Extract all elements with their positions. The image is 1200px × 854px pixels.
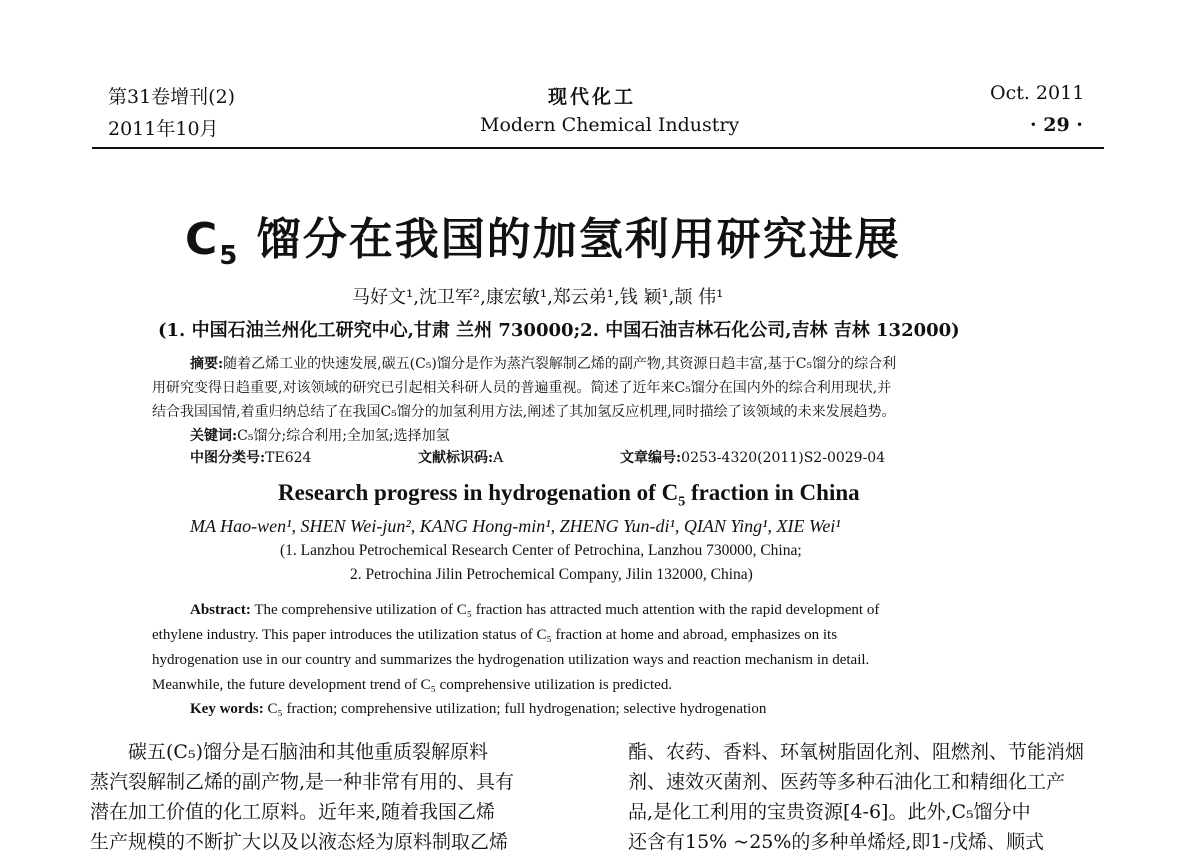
header-rule (92, 147, 1104, 149)
keywords-en-text: C₅ fraction; comprehensive utilization; full hydrogenation; selective hydrogenation (267, 701, 767, 717)
title-en-after: fraction in China (685, 480, 860, 505)
title-en-subscript: 5 (678, 494, 686, 510)
body-right-line-4: 还含有15% ~25%的多种单烯烃,即1-戊烯、顺式 (628, 831, 1044, 853)
body-left-line-1: 碳五(C₅)馏分是石脑油和其他重质裂解原料 (128, 741, 488, 763)
keywords-cn (190, 425, 450, 445)
page-number: · 29 · (1030, 114, 1083, 136)
abstract-cn-line-3: 结合我国国情,着重归纳总结了在我国C₅馏分的加氢利用方法,阐述了其加氢反应机理,同时描绘了该领域的未来发展趋势。 (152, 404, 896, 420)
clc-number (190, 447, 311, 467)
journal-name-cn: 现代化工 (548, 86, 637, 108)
document-code-value: A (493, 450, 504, 466)
keywords-cn-label: 关键词: (190, 428, 238, 444)
affiliation-cn: (1. 中国石油兰州化工研究中心,甘肃 兰州 730000;2. 中国石油吉林石化公司,吉林 吉林 132000) (158, 320, 960, 341)
body-left-line-2: 蒸汽裂解制乙烯的副产物,是一种非常有用的、具有 (90, 771, 515, 793)
title-prefix: C (185, 214, 220, 265)
abstract-en-label: Abstract: (190, 602, 251, 618)
abstract-en-text-1: The comprehensive utilization of C₅ fraction has attracted much attention with the rapid development of (254, 602, 880, 618)
document-code-label: 文献标识码: (418, 450, 494, 466)
journal-name-en: Modern Chemical Industry (480, 114, 740, 136)
volume-issue: 第31卷增刊(2) (108, 86, 236, 108)
clc-value: TE624 (265, 450, 312, 466)
abstract-cn-line-2: 用研究变得日趋重要,对该领域的研究已引起相关科研人员的普遍重视。简述了近年来C₅馏分在国内外的综合利用现状,并 (152, 380, 892, 396)
body-right-line-2: 剂、速效灭菌剂、医药等多种石油化工和精细化工产 (628, 771, 1066, 793)
issue-date: 2011年10月 (108, 118, 219, 140)
authors-en: MA Hao-wen¹, SHEN Wei-jun², KANG Hong-min¹, ZHENG Yun-di¹, QIAN Ying¹, XIE Wei¹ (190, 516, 841, 536)
title-subscript: 5 (219, 240, 240, 271)
article-number (620, 447, 885, 467)
abstract-cn-line-1 (190, 353, 896, 373)
document-code (418, 447, 503, 467)
keywords-cn-text: C₅馏分;综合利用;全加氢;选择加氢 (237, 428, 450, 444)
keywords-en-label: Key words: (190, 701, 264, 717)
paper-title-en (278, 480, 860, 511)
clc-label: 中图分类号: (190, 450, 266, 466)
affiliation-en-line-1: (1. Lanzhou Petrochemical Research Center of Petrochina, Lanzhou 730000, China; (280, 542, 802, 559)
body-right-line-3: 品,是化工利用的宝贵资源[4-6]。此外,C₅馏分中 (628, 801, 1031, 823)
abstract-cn-text-1: 随着乙烯工业的快速发展,碳五(C₅)馏分是作为蒸汽裂解制乙烯的副产物,其资源日趋丰富,基于C₅馏分的综合利 (223, 356, 897, 372)
keywords-en (190, 701, 766, 718)
title-rest: 馏分在我国的加氢利用研究进展 (256, 214, 901, 265)
abstract-en-line-1 (190, 602, 879, 619)
abstract-en-line-3: hydrogenation use in our country and summarizes the hydrogenation utilization ways and reaction mechanism in detail. (152, 652, 870, 668)
paper-title-cn (185, 203, 901, 271)
body-left-line-3: 潜在加工价值的化工原料。近年来,随着我国乙烯 (90, 801, 496, 823)
title-en-before: Research progress in hydrogenation of C (278, 480, 679, 505)
month-year: Oct. 2011 (990, 82, 1085, 104)
body-left-line-4: 生产规模的不断扩大以及以液态烃为原料制取乙烯 (90, 831, 509, 853)
article-number-value: 0253-4320(2011)S2-0029-04 (681, 450, 886, 466)
abstract-en-line-4: Meanwhile, the future development trend of C₅ comprehensive utilization is predicted. (152, 677, 673, 693)
abstract-cn-label: 摘要: (190, 356, 224, 372)
body-right-line-1: 酯、农药、香料、环氧树脂固化剂、阻燃剂、节能消烟 (628, 741, 1085, 763)
article-number-label: 文章编号: (620, 450, 682, 466)
abstract-en-line-2: ethylene industry. This paper introduces the utilization status of C₅ fraction at home and abroad, emphasizes on its (152, 627, 838, 643)
affiliation-en-line-2: 2. Petrochina Jilin Petrochemical Company, Jilin 132000, China) (350, 566, 753, 583)
authors-cn: 马好文¹,沈卫军²,康宏敏¹,郑云弟¹,钱 颖¹,颉 伟¹ (352, 287, 724, 308)
